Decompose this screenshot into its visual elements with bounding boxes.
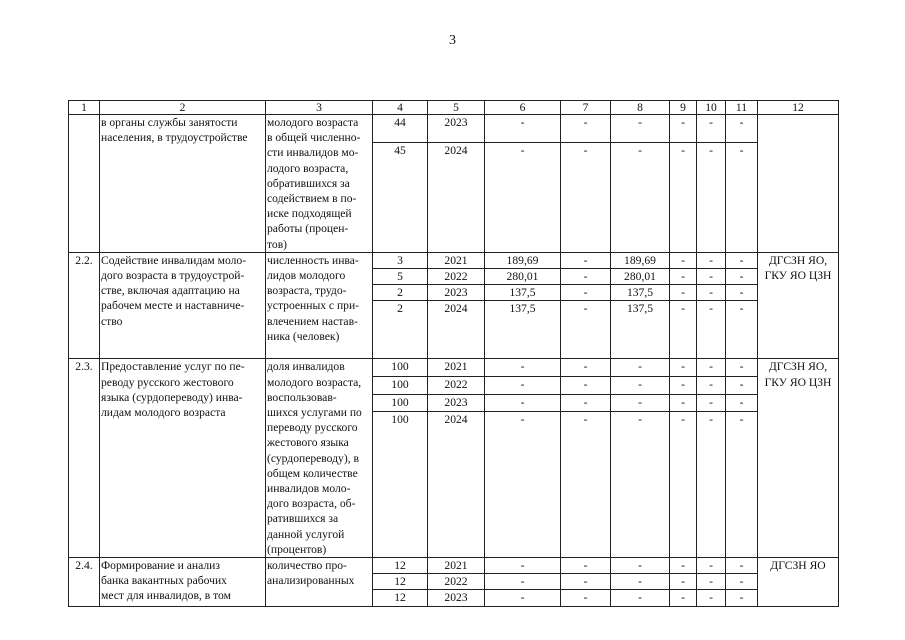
executor	[758, 115, 839, 253]
value-cell-col6: -	[485, 412, 561, 558]
indicator-name-line: общем количестве	[267, 466, 358, 480]
value-cell-col9: -	[670, 558, 697, 574]
header-row	[69, 101, 839, 115]
value-cell-col8: 189,69	[611, 252, 670, 268]
indicator-name-line: возраста, трудо-	[267, 284, 347, 298]
measure-name-line: ство	[101, 314, 123, 328]
indicator-name-line: доля инвалидов	[267, 360, 345, 374]
value-cell-col11: -	[726, 142, 758, 252]
value-cell-col7: -	[561, 558, 611, 574]
value-cell-col4: 2	[373, 285, 428, 301]
value-cell-col5: 2022	[428, 574, 485, 590]
value-cell-col8: 137,5	[611, 301, 670, 359]
value-cell-col4: 5	[373, 269, 428, 285]
value-cell-col7: -	[561, 412, 611, 558]
value-cell-col10: -	[697, 269, 726, 285]
item-number: 2.3.	[69, 359, 100, 558]
value-cell-col9: -	[670, 285, 697, 301]
program-measures-table	[68, 100, 839, 607]
value-cell-col4: 2	[373, 301, 428, 359]
executor-line: ДГСЗН ЯО	[770, 559, 826, 573]
value-cell-col10: -	[697, 142, 726, 252]
value-cell-col6: -	[485, 142, 561, 252]
value-cell-col10: -	[697, 376, 726, 394]
measure-name-line: языка (сурдопереводу) инва-	[101, 390, 243, 404]
value-cell-col8: -	[611, 115, 670, 143]
value-cell-col9: -	[670, 590, 697, 606]
item-number	[69, 115, 100, 253]
measure-name	[100, 252, 266, 359]
header-cell: 2	[100, 101, 266, 115]
value-cell-col7: -	[561, 115, 611, 143]
value-cell-col6: -	[485, 376, 561, 394]
value-cell-col11: -	[726, 590, 758, 606]
measure-name-line: дого возраста в трудоустрой-	[101, 269, 245, 283]
value-cell-col10: -	[697, 285, 726, 301]
indicator-name-line: (процентов)	[267, 542, 327, 556]
indicator-name-line: работы (процен-	[267, 222, 349, 236]
value-cell-col10: -	[697, 394, 726, 412]
value-cell-col5: 2023	[428, 590, 485, 606]
value-cell-col9: -	[670, 142, 697, 252]
value-cell-col9: -	[670, 376, 697, 394]
value-cell-col9: -	[670, 359, 697, 377]
header-cell: 1	[69, 101, 100, 115]
value-cell-col6: -	[485, 359, 561, 377]
value-cell-col6: -	[485, 590, 561, 606]
indicator-name-line: инвалидов моло-	[267, 482, 351, 496]
executor-line: ГКУ ЯО ЦЗН	[764, 375, 832, 389]
table-row	[69, 359, 839, 377]
indicator-name	[266, 252, 373, 359]
value-cell-col11: -	[726, 115, 758, 143]
measure-name-line: рабочем месте и наставниче-	[101, 299, 245, 313]
value-cell-col4: 12	[373, 590, 428, 606]
value-cell-col7: -	[561, 359, 611, 377]
value-cell-col7: -	[561, 301, 611, 359]
table-row	[69, 252, 839, 268]
executor-line: ДГСЗН ЯО,	[768, 360, 828, 374]
indicator-name	[266, 115, 373, 253]
indicator-name-line: ника (человек)	[267, 329, 340, 343]
value-cell-col4: 100	[373, 412, 428, 558]
value-cell-col4: 12	[373, 574, 428, 590]
indicator-name-line: лидов молодого	[267, 269, 346, 283]
value-cell-col10: -	[697, 252, 726, 268]
value-cell-col8: -	[611, 574, 670, 590]
value-cell-col4: 100	[373, 394, 428, 412]
value-cell-col7: -	[561, 590, 611, 606]
value-cell-col7: -	[561, 394, 611, 412]
value-cell-col5: 2022	[428, 269, 485, 285]
indicator-name-line: тов)	[267, 237, 288, 251]
value-cell-col7: -	[561, 285, 611, 301]
value-cell-col5: 2023	[428, 285, 485, 301]
header-cell: 9	[670, 101, 697, 115]
value-cell-col9: -	[670, 412, 697, 558]
measure-name-line: в органы службы занятости	[101, 116, 238, 129]
value-cell-col10: -	[697, 412, 726, 558]
value-cell-col10: -	[697, 574, 726, 590]
value-cell-col6: 137,5	[485, 285, 561, 301]
value-cell-col7: -	[561, 252, 611, 268]
value-cell-col9: -	[670, 269, 697, 285]
header-cell: 8	[611, 101, 670, 115]
value-cell-col5: 2021	[428, 252, 485, 268]
value-cell-col8: -	[611, 376, 670, 394]
indicator-name-line: иске подходящей	[267, 207, 352, 221]
executor	[758, 558, 839, 607]
value-cell-col9: -	[670, 252, 697, 268]
header-cell: 11	[726, 101, 758, 115]
page-number: 3	[449, 33, 456, 48]
value-cell-col10: -	[697, 115, 726, 143]
header-cell: 4	[373, 101, 428, 115]
indicator-name-line: обратившихся за	[267, 176, 350, 190]
measure-name	[100, 115, 266, 253]
indicator-name-line: переводу русского	[267, 421, 358, 435]
value-cell-col6: 189,69	[485, 252, 561, 268]
value-cell-col9: -	[670, 394, 697, 412]
table-row	[69, 558, 839, 574]
value-cell-col8: -	[611, 359, 670, 377]
executor-line: ГКУ ЯО ЦЗН	[764, 269, 832, 283]
indicator-name-line: устроенных с при-	[267, 299, 360, 313]
measure-name-line: мест для инвалидов, в том	[101, 589, 231, 603]
measure-name	[100, 359, 266, 558]
indicator-name-line: шихся услугами по	[267, 406, 362, 420]
value-cell-col4: 3	[373, 252, 428, 268]
value-cell-col6: 137,5	[485, 301, 561, 359]
value-cell-col11: -	[726, 252, 758, 268]
value-cell-col4: 45	[373, 142, 428, 252]
value-cell-col9: -	[670, 301, 697, 359]
value-cell-col6: -	[485, 115, 561, 143]
value-cell-col4: 100	[373, 376, 428, 394]
value-cell-col6: -	[485, 394, 561, 412]
value-cell-col7: -	[561, 376, 611, 394]
indicator-name-line: численность инва-	[267, 253, 359, 267]
value-cell-col11: -	[726, 376, 758, 394]
value-cell-col11: -	[726, 412, 758, 558]
value-cell-col8: -	[611, 394, 670, 412]
indicator-name-line: жестового языка	[267, 436, 349, 450]
indicator-name	[266, 558, 373, 607]
header-cell: 12	[758, 101, 839, 115]
value-cell-col10: -	[697, 558, 726, 574]
value-cell-col11: -	[726, 285, 758, 301]
value-cell-col11: -	[726, 394, 758, 412]
measure-name-line: стве, включая адаптацию на	[101, 284, 240, 298]
measure-name-line: лидам молодого возраста	[101, 406, 226, 420]
indicator-name-line: в общей численно-	[267, 131, 361, 145]
value-cell-col4: 44	[373, 115, 428, 143]
indicator-name-line: ратившихся за	[267, 512, 339, 526]
item-number: 2.2.	[69, 252, 100, 359]
indicator-name-line: лодого возраста,	[267, 161, 349, 175]
value-cell-col5: 2021	[428, 359, 485, 377]
value-cell-col8: -	[611, 590, 670, 606]
value-cell-col5: 2024	[428, 142, 485, 252]
indicator-name-line: молодого возраста	[267, 116, 359, 129]
executor	[758, 252, 839, 359]
value-cell-col10: -	[697, 590, 726, 606]
value-cell-col8: -	[611, 558, 670, 574]
value-cell-col10: -	[697, 359, 726, 377]
item-number: 2.4.	[69, 558, 100, 607]
value-cell-col11: -	[726, 574, 758, 590]
indicator-name-line: воспользовав-	[267, 390, 337, 404]
indicator-name-line: (сурдопереводу), в	[267, 451, 359, 465]
measure-name-line: населения, в трудоустройстве	[101, 131, 248, 145]
value-cell-col6: 280,01	[485, 269, 561, 285]
measure-name-line: Предоставление услуг по пе-	[101, 360, 245, 374]
value-cell-col8: -	[611, 142, 670, 252]
value-cell-col5: 2023	[428, 115, 485, 143]
value-cell-col8: 137,5	[611, 285, 670, 301]
header-cell: 10	[697, 101, 726, 115]
value-cell-col11: -	[726, 301, 758, 359]
value-cell-col5: 2024	[428, 301, 485, 359]
measure-name-line: банка вакантных рабочих	[101, 574, 227, 588]
executor-line: ДГСЗН ЯО,	[768, 253, 828, 267]
value-cell-col5: 2022	[428, 376, 485, 394]
indicator-name-line: количество про-	[267, 559, 347, 573]
value-cell-col8: 280,01	[611, 269, 670, 285]
indicator-name-line: молодого возраста,	[267, 375, 362, 389]
header-cell: 6	[485, 101, 561, 115]
measure-name-line: реводу русского жестового	[101, 375, 234, 389]
indicator-name-line: сти инвалидов мо-	[267, 146, 359, 160]
value-cell-col4: 100	[373, 359, 428, 377]
value-cell-col9: -	[670, 574, 697, 590]
measure-name-line: Содействие инвалидам моло-	[101, 253, 247, 267]
executor	[758, 359, 839, 558]
value-cell-col7: -	[561, 574, 611, 590]
indicator-name-line: данной услугой	[267, 527, 345, 541]
value-cell-col8: -	[611, 412, 670, 558]
value-cell-col5: 2024	[428, 412, 485, 558]
value-cell-col6: -	[485, 558, 561, 574]
header-cell: 5	[428, 101, 485, 115]
header-cell: 7	[561, 101, 611, 115]
header-cell: 3	[266, 101, 373, 115]
value-cell-col11: -	[726, 558, 758, 574]
value-cell-col6: -	[485, 574, 561, 590]
measure-name	[100, 558, 266, 607]
value-cell-col10: -	[697, 301, 726, 359]
indicator-name	[266, 359, 373, 558]
value-cell-col5: 2023	[428, 394, 485, 412]
value-cell-col5: 2021	[428, 558, 485, 574]
value-cell-col7: -	[561, 269, 611, 285]
indicator-name-line: дого возраста, об-	[267, 497, 356, 511]
indicator-name-line: анализированных	[267, 574, 355, 588]
value-cell-col4: 12	[373, 558, 428, 574]
indicator-name-line: содействием в по-	[267, 192, 357, 206]
value-cell-col11: -	[726, 269, 758, 285]
value-cell-col9: -	[670, 115, 697, 143]
value-cell-col11: -	[726, 359, 758, 377]
measure-name-line: Формирование и анализ	[101, 559, 220, 573]
indicator-name-line: влечением настав-	[267, 314, 358, 328]
value-cell-col7: -	[561, 142, 611, 252]
table-row	[69, 115, 839, 143]
